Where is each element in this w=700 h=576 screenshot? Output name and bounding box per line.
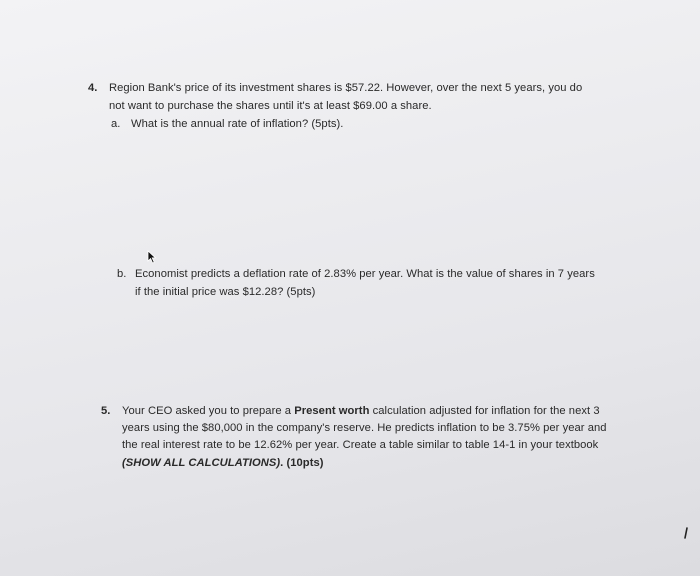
question-5-number: 5.: [101, 405, 111, 417]
question-5-line-4: [122, 456, 324, 470]
question-4-line-2: not want to purchase the shares until it's at least $69.00 a share.: [109, 100, 432, 112]
question-5-points: . (10pts): [280, 457, 324, 469]
mouse-pointer-icon: [147, 250, 157, 264]
question-4a-text: What is the annual rate of inflation? (5pts).: [131, 118, 344, 130]
question-4-line-1: Region Bank's price of its investment shares is $57.22. However, over the next 5 years, you do: [109, 82, 583, 94]
question-5-line-1: [122, 404, 600, 418]
show-all-calculations-bold: (SHOW ALL CALCULATIONS): [122, 457, 281, 469]
question-4b-line-1: Economist predicts a deflation rate of 2.83% per year. What is the value of shares in 7 years: [135, 268, 595, 280]
question-5-line-1-pre: Your CEO asked you to prepare a: [122, 405, 295, 417]
present-worth-bold: Present worth: [294, 405, 370, 417]
question-5-line-3: the real interest rate to be 12.62% per year. Create a table similar to table 14-1 in your textbook: [122, 439, 599, 451]
question-4a-label: a.: [111, 118, 121, 130]
question-5-line-2: years using the $80,000 in the company's reserve. He predicts inflation to be 3.75% per year and: [122, 422, 607, 434]
pen-mark: [682, 527, 690, 539]
question-4b-line-2: if the initial price was $12.28? (5pts): [135, 286, 316, 298]
question-4-number: 4.: [88, 82, 98, 94]
question-5-line-1-post: calculation adjusted for inflation for the next 3: [369, 405, 600, 417]
question-4b-label: b.: [117, 268, 127, 280]
